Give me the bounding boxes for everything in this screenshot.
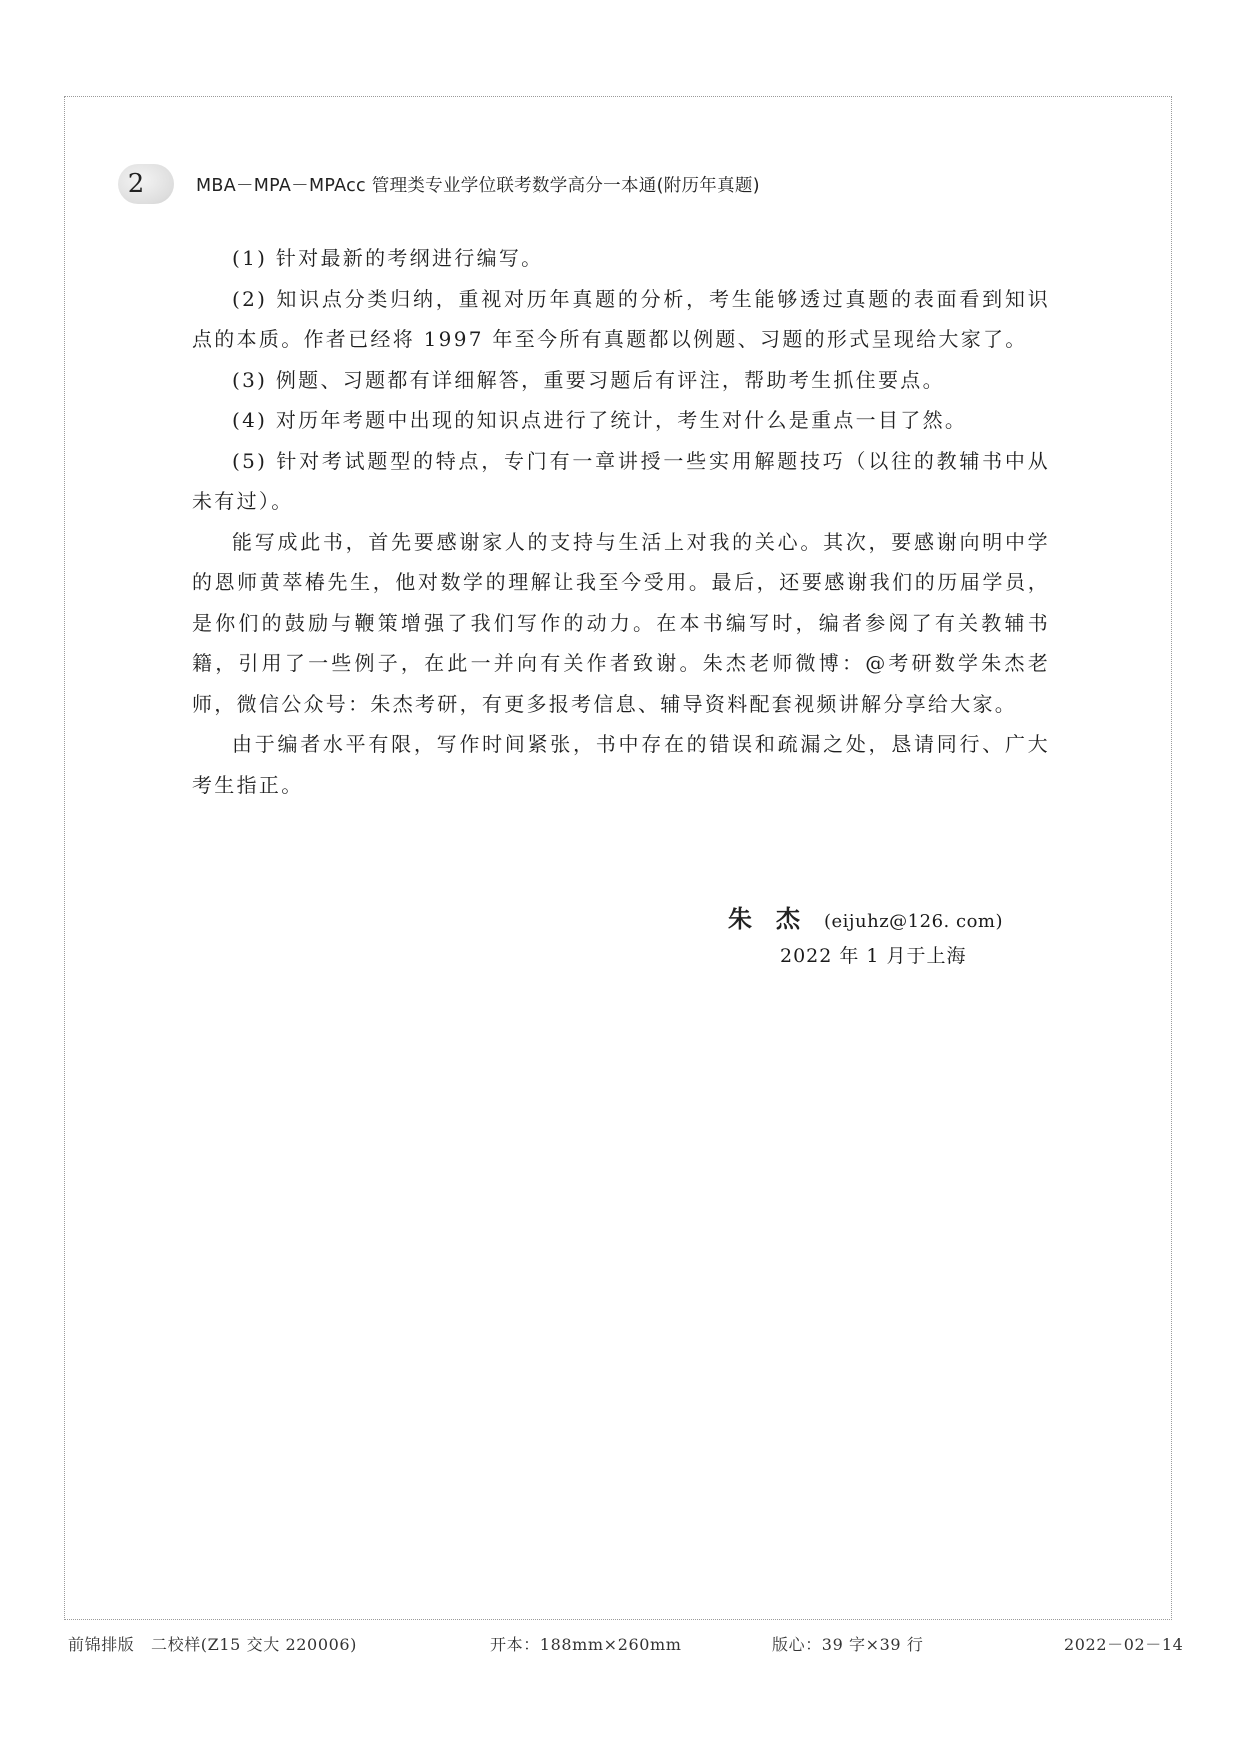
preface-body	[192, 238, 1050, 805]
paragraph-point-2: (2) 知识点分类归纳，重视对历年真题的分析，考生能够透过真题的表面看到知识点的本质。作者已经将 1997 年至今所有真题都以例题、习题的形式呈现给大家了。	[192, 286, 1050, 351]
author-email: (eijuhz@126. com)	[824, 911, 1003, 932]
page-number: 2	[127, 169, 145, 199]
paragraph-point-5: (5) 针对考试题型的特点，专门有一章讲授一些实用解题技巧（以往的教辅书中从未有过）。	[192, 448, 1050, 513]
author-name: 朱杰	[728, 904, 824, 933]
author-signature	[728, 902, 1003, 973]
paragraph-closing: 由于编者水平有限，写作时间紧张，书中存在的错误和疏漏之处，恳请同行、广大考生指正。	[192, 732, 1050, 797]
paragraph-point-1: (1) 针对最新的考纲进行编写。	[232, 246, 544, 270]
footer-typesetting-info: 前锦排版 二校样(Z15 交大 220006)	[68, 1635, 358, 1654]
print-footer	[0, 1632, 1240, 1660]
footer-type-area: 版心：39 字×39 行	[772, 1635, 924, 1654]
signature-date: 2022 年 1 月于上海	[780, 945, 967, 967]
footer-date: 2022－02－14	[1064, 1635, 1184, 1654]
author-line	[728, 902, 1003, 939]
paragraph-point-3: (3) 例题、习题都有详细解答，重要习题后有评注，帮助考生抓住要点。	[232, 367, 945, 392]
book-title: MBA－MPA－MPAcc 管理类专业学位联考数学高分一本通(附历年真题)	[196, 176, 760, 196]
paragraph-acknowledgements: 能写成此书，首先要感谢家人的支持与生活上对我的关心。其次，要感谢向明中学的恩师黄萃椿先生，他对数学的理解让我至今受用。最后，还要感谢我们的历届学员，是你们的鼓励与鞭策增强了我们写作的动力。在本书编写时，编者参阅了有关教辅书籍，引用了一些例子，在此一并向有关作者致谢。朱杰老师微博：@考研数学朱杰老师，微信公众号：朱杰考研，有更多报考信息、辅导资料配套视频讲解分享给大家。	[192, 529, 1050, 716]
paragraph-point-4: (4) 对历年考题中出现的知识点进行了统计，考生对什么是重点一目了然。	[232, 408, 968, 432]
running-header	[118, 164, 1078, 204]
footer-format-size: 开本：188mm×260mm	[490, 1635, 682, 1654]
